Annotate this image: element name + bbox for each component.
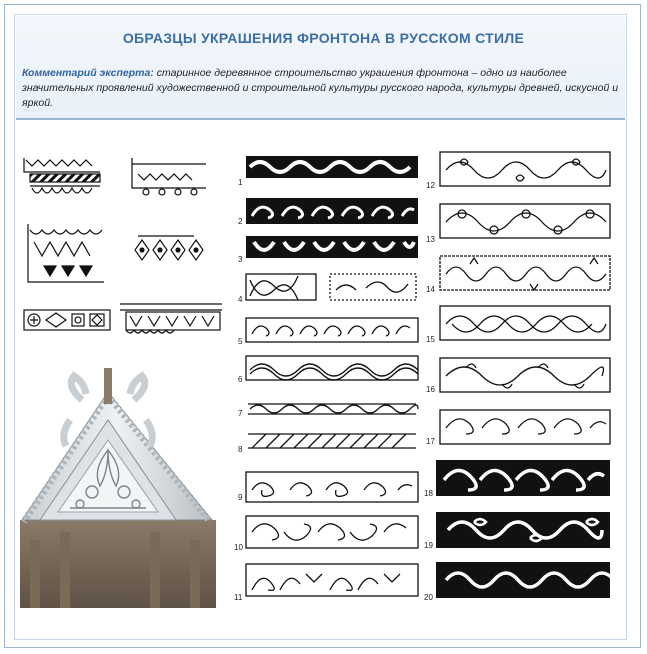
pattern-strip-5 (246, 318, 418, 342)
strip-number-12: 12 (426, 181, 435, 190)
pattern-strip-20 (436, 562, 614, 598)
strip-number-2: 2 (238, 217, 243, 226)
gable-photo (20, 366, 216, 608)
pattern-strip-9 (246, 472, 418, 502)
pattern-strip-6 (246, 356, 418, 380)
pattern-strip-7 (248, 404, 418, 414)
pattern-strip-17 (440, 410, 610, 444)
strip-number-11: 11 (234, 593, 243, 602)
strip-number-17: 17 (426, 437, 435, 446)
comment-label: Комментарий эксперта: (22, 67, 154, 79)
left-strip-numbers (234, 178, 243, 602)
strip-number-4: 4 (238, 295, 243, 304)
sketch-cornice-1 (24, 158, 100, 193)
sketch-cornice-3 (28, 224, 104, 282)
strip-number-3: 3 (238, 255, 243, 264)
pattern-strip-19 (436, 512, 610, 548)
sketch-cornice-2 (132, 158, 206, 195)
strip-number-20: 20 (424, 593, 433, 602)
pattern-strip-8 (248, 434, 416, 448)
strip-number-15: 15 (426, 335, 435, 344)
strip-number-9: 9 (238, 493, 243, 502)
strip-number-16: 16 (426, 385, 435, 394)
pattern-strip-15 (440, 306, 610, 340)
strip-number-6: 6 (238, 375, 243, 384)
pattern-strip-3 (246, 236, 418, 258)
sketch-frieze-1 (24, 310, 110, 330)
strip-number-8: 8 (238, 445, 243, 454)
strip-number-1: 1 (238, 178, 243, 187)
pattern-column-right (436, 152, 614, 598)
comment-text: старинное деревянное строительство украшения фронтона – одно из наиболее значительных проявлений художественной и строительной культуры русского народа, культуры древней, искусной и яркой. (22, 67, 619, 109)
sketch-rhombus (135, 236, 203, 260)
pattern-strip-2 (246, 198, 418, 224)
pattern-strip-10 (246, 516, 418, 548)
pattern-strip-12 (440, 152, 610, 186)
pattern-column-left (246, 156, 418, 596)
pattern-strip-11 (246, 564, 418, 596)
strip-number-7: 7 (238, 409, 243, 418)
strip-number-5: 5 (238, 337, 243, 346)
pattern-strip-16 (440, 358, 610, 392)
pattern-strip-4 (246, 274, 416, 300)
pattern-strip-1 (246, 156, 418, 178)
sketch-frieze-2 (120, 304, 222, 333)
pattern-strip-18 (436, 460, 610, 496)
pattern-strip-14 (440, 256, 610, 290)
page-title: ОБРАЗЦЫ УКРАШЕНИЯ ФРОНТОНА В РУССКОМ СТИЛЕ (122, 30, 525, 46)
pattern-strip-13 (440, 204, 610, 238)
strip-number-19: 19 (424, 541, 433, 550)
strip-number-13: 13 (426, 235, 435, 244)
right-strip-numbers (424, 181, 435, 602)
strip-number-10: 10 (234, 543, 243, 552)
strip-number-18: 18 (424, 489, 433, 498)
strip-number-14: 14 (426, 285, 435, 294)
